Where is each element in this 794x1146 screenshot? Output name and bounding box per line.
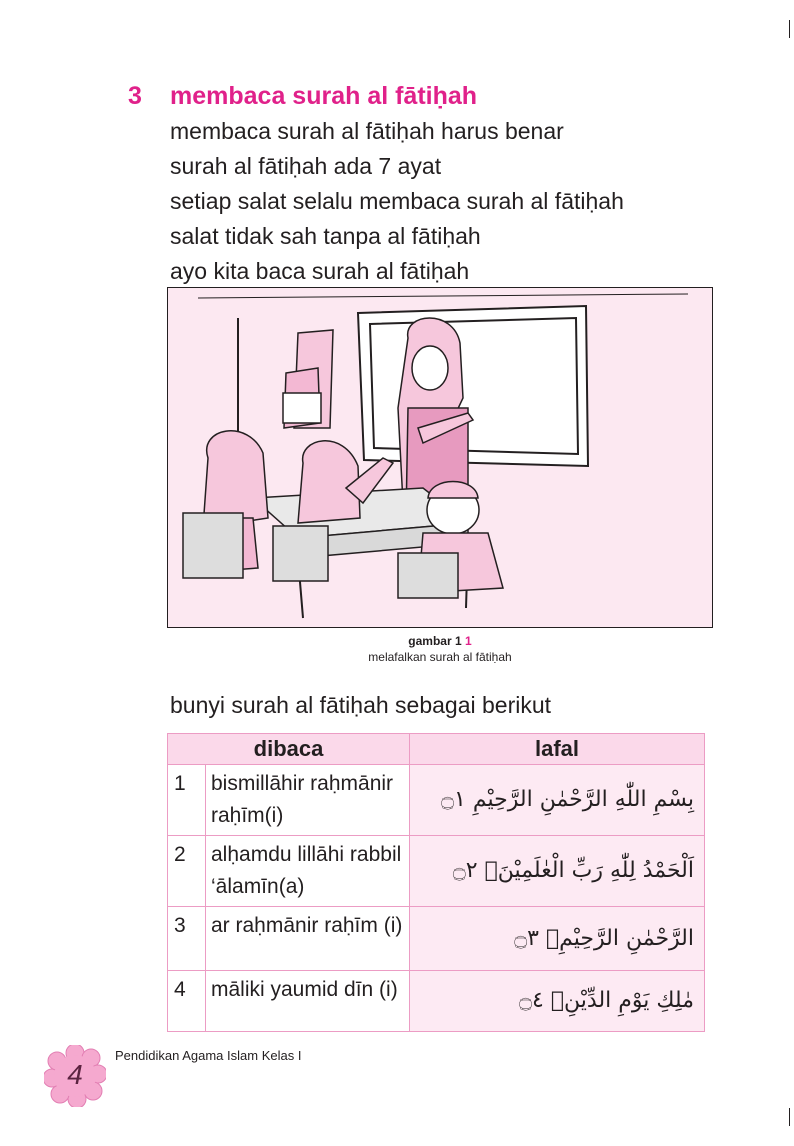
page-number: 4 [67, 1059, 83, 1090]
row-arabic: مٰلِكِ يَوْمِ الدِّيْنِۗ ۝٤ [410, 971, 705, 1032]
section-title: membaca surah al fātiḥah [170, 82, 478, 110]
table-row [168, 907, 705, 971]
blackboard-illustration [358, 306, 588, 466]
row-latin: bismillāhir raḥmānir raḥīm(i) [206, 765, 410, 836]
row-arabic: الرَّحْمٰنِ الرَّحِيْمِۙ ۝٣ [410, 907, 705, 971]
paragraph-line: ayo kita baca surah al fātiḥah [170, 258, 470, 284]
figure-caption-text: melafalkan surah al fātiḥah [368, 650, 512, 664]
figure-caption-title [167, 634, 713, 648]
table-header-row [168, 734, 705, 765]
figure-caption-label: gambar 1 [408, 634, 462, 648]
crop-mark-top [789, 20, 790, 38]
row-arabic: اَلْحَمْدُ لِلّٰهِ رَبِّ الْعٰلَمِيْنَۙ ۝٢ [410, 836, 705, 907]
table-intro: bunyi surah al fātiḥah sebagai berikut [170, 692, 552, 718]
crop-mark-bottom [789, 1108, 790, 1126]
table-row [168, 971, 705, 1032]
table-row [168, 765, 705, 836]
header-lafal: lafal [410, 734, 705, 765]
paragraph-line: setiap salat selalu membaca surah al fātiḥah [170, 188, 624, 214]
header-dibaca: dibaca [168, 734, 410, 765]
row-number: 4 [168, 971, 206, 1032]
row-latin: ar raḥmānir raḥīm (i) [206, 907, 410, 971]
row-number: 3 [168, 907, 206, 971]
table-row [168, 836, 705, 907]
classroom-illustration [167, 287, 713, 628]
row-latin: alḥamdu lillāhi rabbil ‘ālamīn(a) [206, 836, 410, 907]
figure-caption-number: 1 [465, 634, 472, 648]
section-number: 3 [128, 82, 142, 110]
section-paragraph [170, 114, 624, 289]
book-title: Pendidikan Agama Islam Kelas I [115, 1048, 302, 1063]
row-number: 2 [168, 836, 206, 907]
row-latin: māliki yaumid dīn (i) [206, 971, 410, 1032]
row-arabic: بِسْمِ اللّٰهِ الرَّحْمٰنِ الرَّحِيْمِ ۝١ [410, 765, 705, 836]
paragraph-line: surah al fātiḥah ada 7 ayat [170, 153, 442, 179]
row-number: 1 [168, 765, 206, 836]
paragraph-line: salat tidak sah tanpa al fātiḥah [170, 223, 481, 249]
paragraph-line: membaca surah al fātiḥah harus benar [170, 118, 564, 144]
surah-table [167, 733, 705, 1032]
